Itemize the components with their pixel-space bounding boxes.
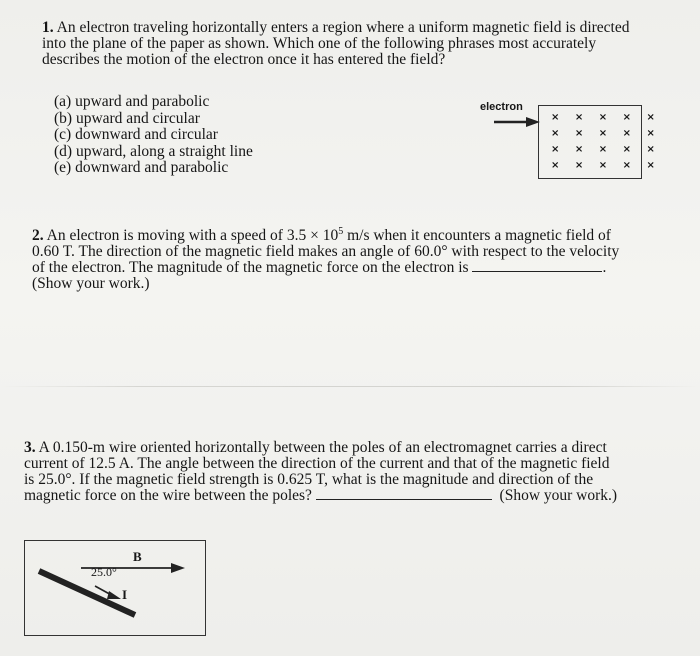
question-text: 0.60 T. The direction of the magnetic field makes an angle of 60.0° with respect to the velocity [32,243,620,260]
option-d: (d) upward, along a straight line [54,142,253,160]
question-number: 3. [24,439,36,456]
question-number: 1. [42,19,54,36]
question-text: is 25.0°. If the magnetic field strength is 0.625 T, what is the magnitude and direction of the [24,471,594,488]
divider [0,386,700,387]
wire-diagram [25,541,205,635]
current-arrow-icon [107,591,121,599]
field-row: × × × × × [551,144,661,155]
wire-figure-box [24,540,206,636]
electron-label: electron [480,101,523,113]
answer-options [54,94,253,177]
field-row: × × × × × [551,112,661,123]
show-work: (Show your work.) [499,487,618,504]
electron-arrow-icon [494,114,542,128]
question-text: describes the motion of the electron once it has entered the field? [42,51,446,68]
option-b: (b) upward and circular [54,109,200,127]
field-row: × × × × × [551,128,661,139]
angle-label: 25.0° [91,565,117,579]
question-text: (Show your work.) [32,275,150,292]
answer-blank[interactable] [316,499,492,500]
question-text: An electron is moving with a speed of 3.5 × 10 [43,227,339,244]
option-c: (c) downward and circular [54,126,218,143]
i-label: I [122,587,128,602]
b-label: B [133,549,142,564]
field-row: × × × × × [551,160,661,171]
question-3 [24,440,674,504]
question-text: current of 12.5 A. The angle between the direction of the current and that of the magnetic field [24,455,610,472]
question-text: of the electron. The magnitude of the magnetic force on the electron is [32,259,469,276]
question-text: A 0.150-m wire oriented horizontally between the poles of an electromagnet carries a direct [35,439,607,456]
question-text: An electron traveling horizontally enters a region where a uniform magnetic field is directed [53,19,630,36]
question-text: into the plane of the paper as shown. Which one of the following phrases most accurately [42,35,597,52]
question-2 [32,224,672,292]
option-e: (e) downward and parabolic [54,159,229,176]
question-text: m/s when it encounters a magnetic field of [343,227,611,244]
answer-blank[interactable] [472,271,602,272]
magnetic-field-box [538,105,661,179]
period: . [602,259,607,276]
option-a: (a) upward and parabolic [54,93,210,110]
question-text: magnetic force on the wire between the poles? [24,487,312,504]
exponent: 5 [338,226,344,237]
question-1 [42,20,672,68]
field-arrow-icon [171,563,185,573]
question-number: 2. [32,227,44,244]
wire [39,571,135,615]
